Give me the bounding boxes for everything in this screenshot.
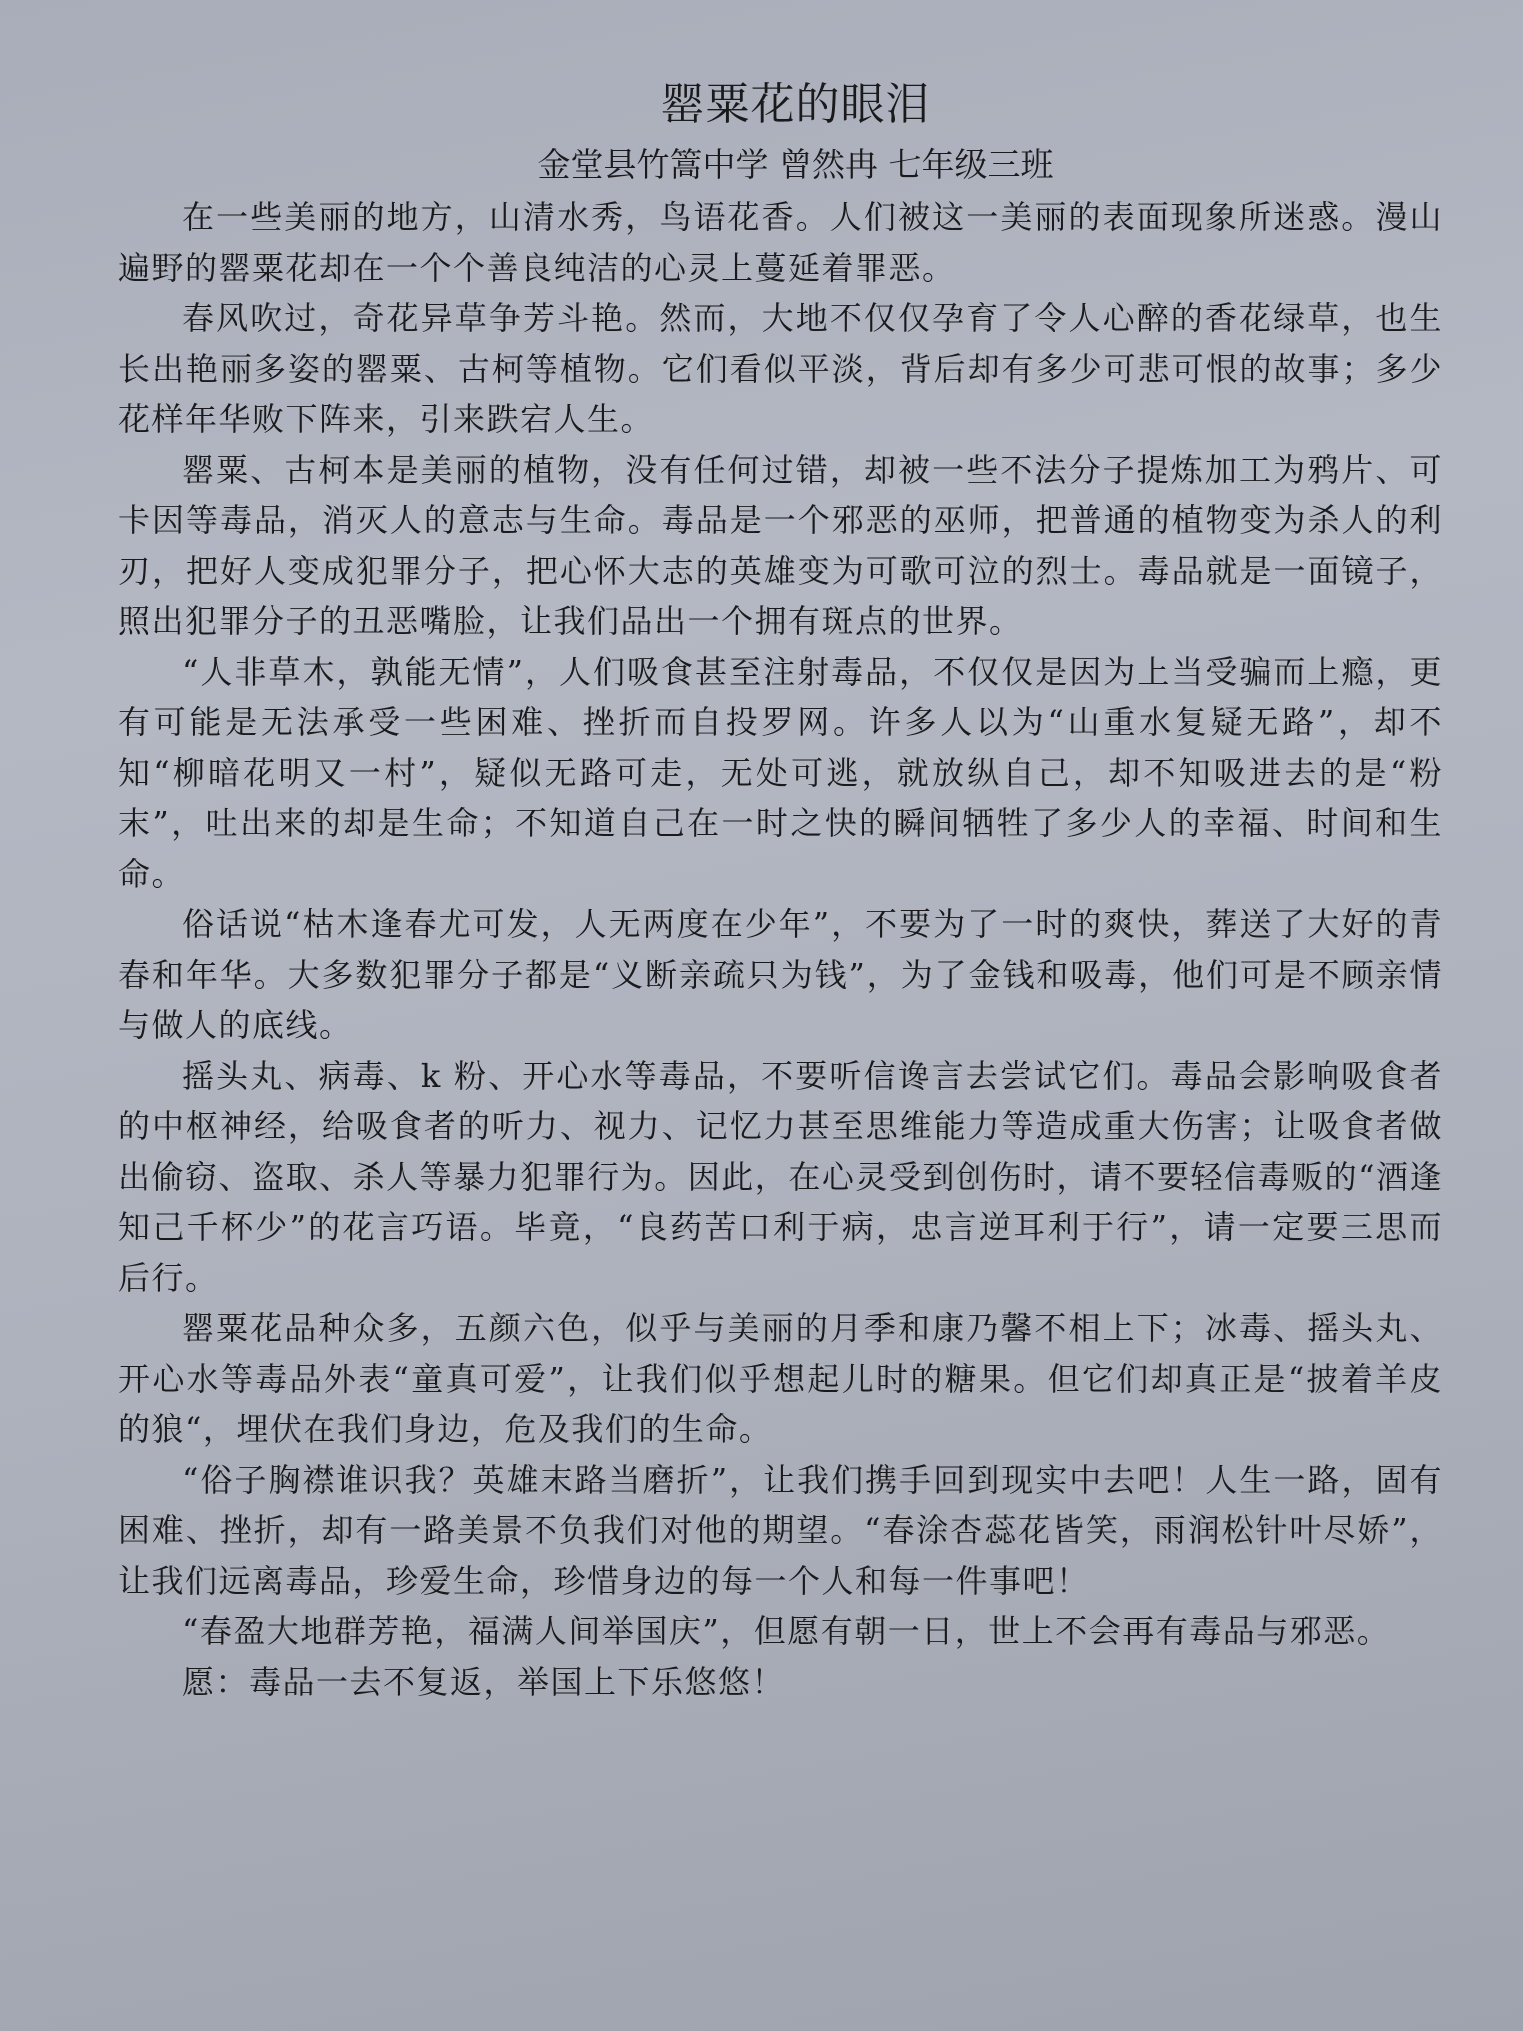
paragraph: “春盈大地群芳艳，福满人间举国庆”，但愿有朝一日，世上不会再有毒品与邪恶。 xyxy=(182,1612,1391,1650)
essay-body xyxy=(118,192,1443,1707)
paragraph: 罂粟、古柯本是美丽的植物，没有任何过错，却被一些不法分子提炼加工为鸦片、可卡因等毒品，消灭人的意志与生命。毒品是一个邪恶的巫师，把普通的植物变为杀人的利刃，把好人变成犯罪分子，把心怀大志的英雄变为可歌可泣的烈士。毒品就是一面镜子，照出犯罪分子的丑恶嘴脸，让我们品出一个拥有斑点的世界。 xyxy=(118,450,1443,640)
paragraph: “俗子胸襟谁识我？英雄末路当磨折”，让我们携手回到现实中去吧！人生一路，固有困难、挫折，却有一路美景不负我们对他的期望。“春涂杏蕊花皆笑，雨润松针叶尽娇”，让我们远离毒品，珍爱生命，珍惜身边的每一个人和每一件事吧！ xyxy=(118,1460,1443,1600)
paragraph: 罂粟花品种众多，五颜六色，似乎与美丽的月季和康乃馨不相上下；冰毒、摇头丸、开心水等毒品外表“童真可爱”，让我们似乎想起儿时的糖果。但它们却真正是“披着羊皮的狼“，埋伏在我们身边，危及我们的生命。 xyxy=(118,1309,1443,1448)
paragraph: 俗话说“枯木逢春尤可发，人无两度在少年”，不要为了一时的爽快，葬送了大好的青春和年华。大多数犯罪分子都是“义断亲疏只为钱”，为了金钱和吸毒，他们可是不顾亲情与做人的底线。 xyxy=(118,905,1443,1044)
paragraph: 愿：毒品一去不复返，举国上下乐悠悠！ xyxy=(182,1662,786,1701)
paragraph: 摇头丸、病毒、k 粉、开心水等毒品，不要听信谗言去尝试它们。毒品会影响吸食者的中枢神经，给吸食者的听力、视力、记忆力甚至思维能力等造成重大伤害；让吸食者做出偷窃、盗取、杀人等暴力犯罪行为。因此，在心灵受到创伤时，请不要轻信毒贩的“酒逢知己千杯少”的花言巧语。毕竟，“良药苦口利于病，忠言逆耳利于行”，请一定要三思而后行。 xyxy=(118,1056,1443,1297)
paragraph: 在一些美丽的地方，山清水秀，鸟语花香。人们被这一美丽的表面现象所迷惑。漫山遍野的罂粟花却在一个个善良纯洁的心灵上蔓延着罪恶。 xyxy=(118,198,1443,287)
paragraph: 春风吹过，奇花异草争芳斗艳。然而，大地不仅仅孕育了令人心醉的香花绿草，也生长出艳丽多姿的罂粟、古柯等植物。它们看似平淡，背后却有多少可悲可恨的故事；多少花样年华败下阵来，引来跌宕人生。 xyxy=(118,299,1443,438)
essay-title: 罂粟花的眼泪 xyxy=(660,79,931,130)
author-byline: 金堂县竹篙中学 曾然冉 七年级三班 xyxy=(537,145,1054,184)
paragraph: “人非草木，孰能无情”，人们吸食甚至注射毒品，不仅仅是因为上当受骗而上瘾，更有可能是无法承受一些困难、挫折而自投罗网。许多人以为“山重水复疑无路”，却不知“柳暗花明又一村”，疑似无路可走，无处可逃，就放纵自己，却不知吸进去的是“粉末”，吐出来的却是生命；不知道自己在一时之快的瞬间牺牲了多少人的幸福、时间和生命。 xyxy=(118,652,1443,893)
